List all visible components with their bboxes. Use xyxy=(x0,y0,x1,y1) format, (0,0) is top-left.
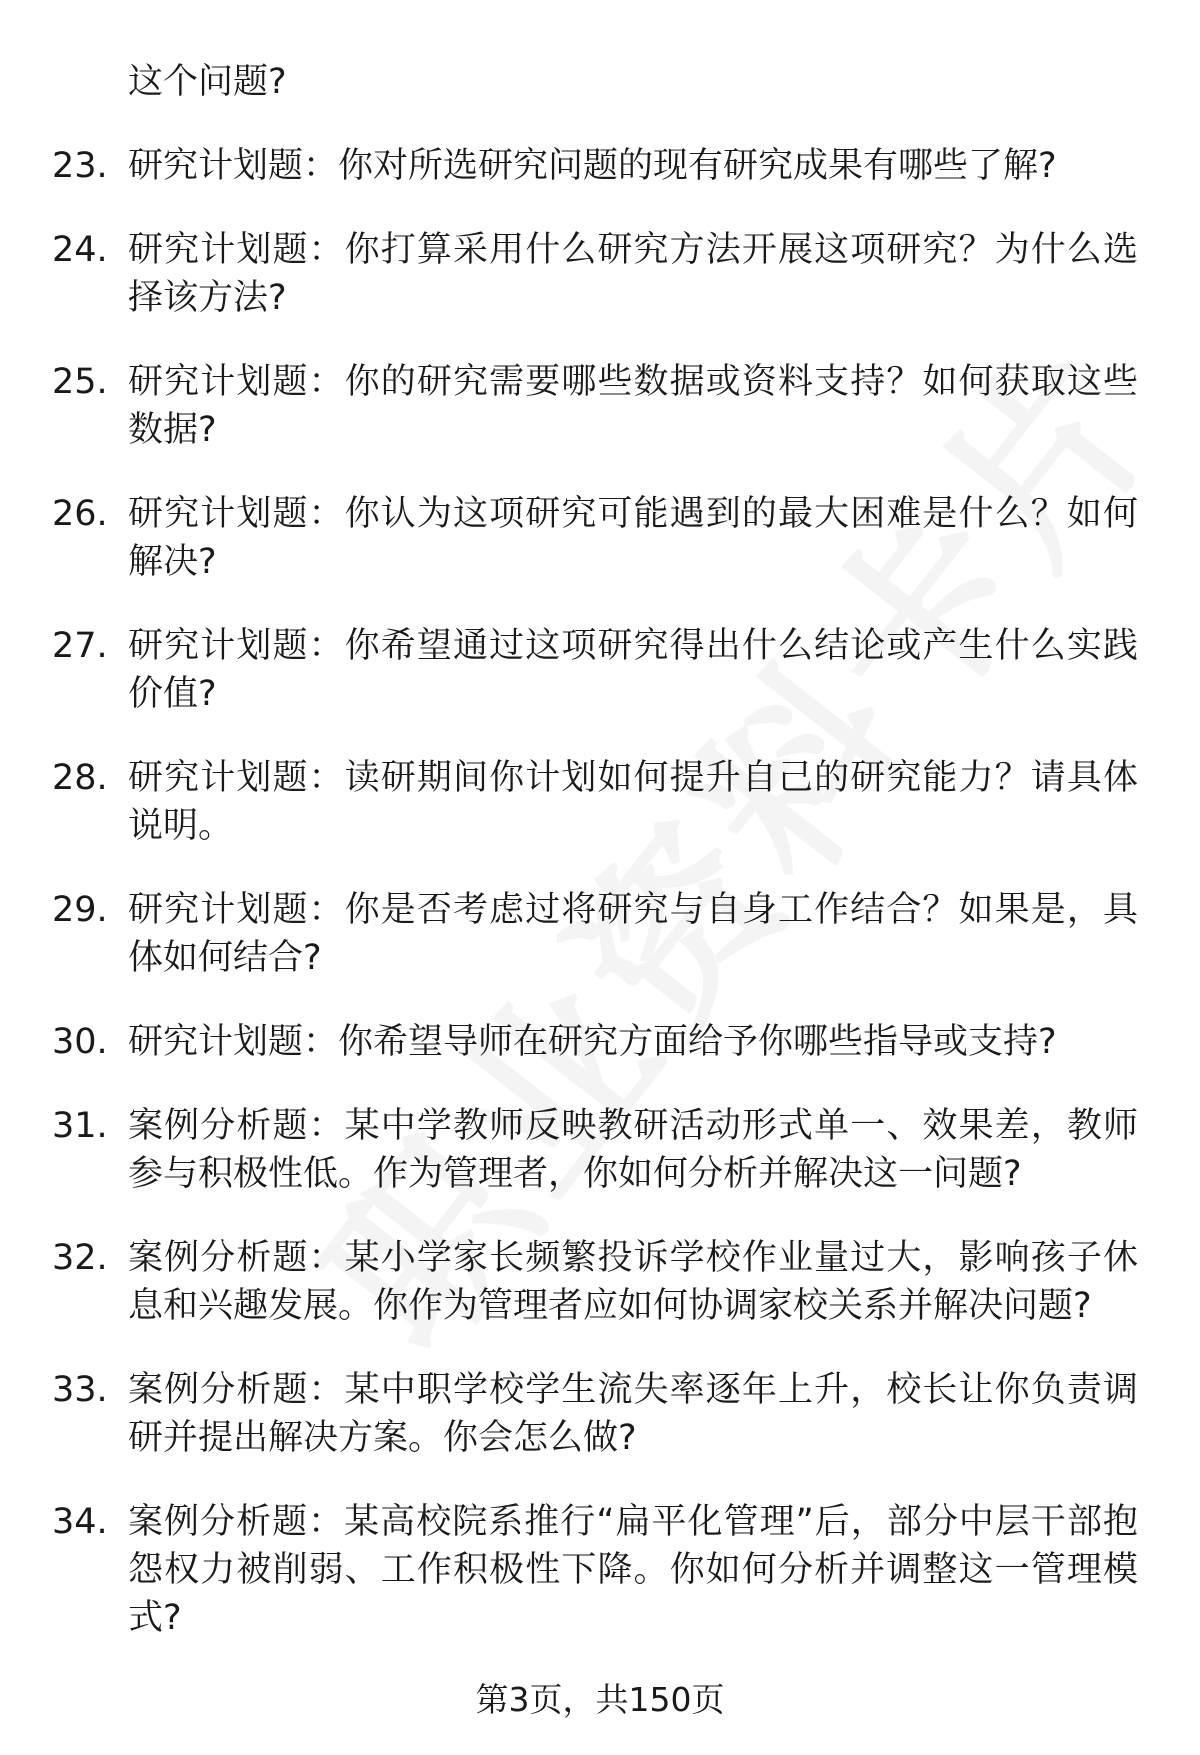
question-number: 28. xyxy=(52,758,108,798)
continuation-text: 这个问题? xyxy=(128,62,287,102)
question-text: 案例分析题：某小学家长频繁投诉学校作业量过大，影响孩子休息和兴趣发展。你作为管理者应如何协调家校关系并解决问题? xyxy=(128,1238,1138,1326)
question-number: 33. xyxy=(52,1370,108,1410)
question-text: 研究计划题：你对所选研究问题的现有研究成果有哪些了解? xyxy=(128,146,1057,186)
question-text: 研究计划题：你认为这项研究可能遇到的最大困难是什么？如何解决? xyxy=(128,494,1138,582)
question-text: 研究计划题：你希望导师在研究方面给予你哪些指导或支持? xyxy=(128,1022,1057,1062)
question-item xyxy=(52,1018,1152,1066)
question-item xyxy=(52,886,1152,982)
question-text: 案例分析题：某中职学校学生流失率逐年上升，校长让你负责调研并提出解决方案。你会怎么做? xyxy=(128,1370,1138,1458)
question-list xyxy=(52,142,1152,1678)
question-text: 研究计划题：你希望通过这项研究得出什么结论或产生什么实践价值? xyxy=(128,626,1138,714)
question-text: 研究计划题：读研期间你计划如何提升自己的研究能力？请具体说明。 xyxy=(128,758,1138,846)
question-number: 24. xyxy=(52,230,108,270)
question-item xyxy=(52,622,1152,718)
question-item xyxy=(52,490,1152,586)
question-item xyxy=(52,1234,1152,1330)
question-item xyxy=(52,1498,1152,1642)
question-number: 26. xyxy=(52,494,108,534)
question-text: 研究计划题：你的研究需要哪些数据或资料支持？如何获取这些数据? xyxy=(128,362,1138,450)
question-item xyxy=(52,358,1152,454)
question-number: 27. xyxy=(52,626,108,666)
question-item xyxy=(52,1102,1152,1198)
question-item xyxy=(52,226,1152,322)
question-text: 案例分析题：某中学教师反映教研活动形式单一、效果差，教师参与积极性低。作为管理者，你如何分析并解决这一问题? xyxy=(128,1106,1138,1194)
question-item xyxy=(52,142,1152,190)
question-number: 34. xyxy=(52,1502,108,1542)
question-number: 31. xyxy=(52,1106,108,1146)
question-number: 32. xyxy=(52,1238,108,1278)
question-number: 30. xyxy=(52,1022,108,1062)
question-number: 23. xyxy=(52,146,108,186)
question-item xyxy=(52,1366,1152,1462)
page-footer: 第3页，共150页 xyxy=(475,1680,725,1719)
question-text: 研究计划题：你打算采用什么研究方法开展这项研究？为什么选择该方法? xyxy=(128,230,1138,318)
question-number: 25. xyxy=(52,362,108,402)
question-text: 研究计划题：你是否考虑过将研究与自身工作结合？如果是，具体如何结合? xyxy=(128,890,1138,978)
question-number: 29. xyxy=(52,890,108,930)
question-item xyxy=(52,754,1152,850)
question-text: 案例分析题：某高校院系推行“扁平化管理”后，部分中层干部抱怨权力被削弱、工作积极性下降。你如何分析并调整这一管理模式? xyxy=(128,1502,1138,1638)
